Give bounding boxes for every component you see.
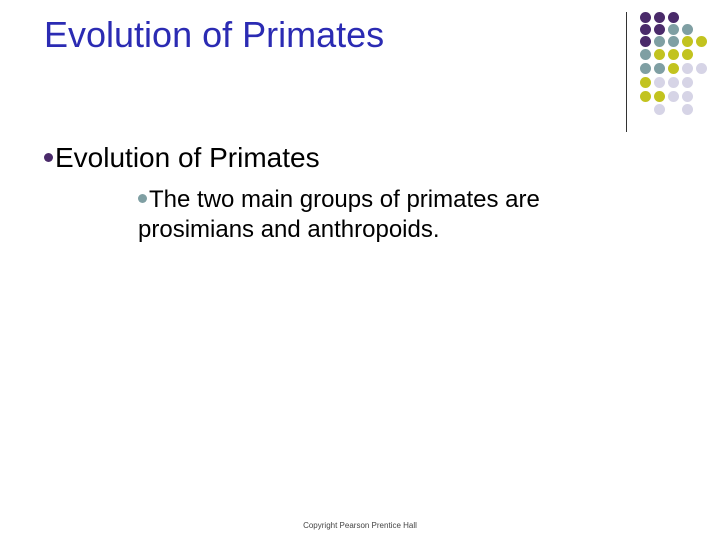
decorative-dot: [682, 104, 693, 115]
decorative-dot: [640, 91, 651, 102]
decorative-dot: [668, 36, 679, 47]
decorative-dot: [682, 63, 693, 74]
decorative-dot: [682, 77, 693, 88]
decorative-dot: [682, 24, 693, 35]
decorative-dot: [696, 36, 707, 47]
decorative-dot: [668, 49, 679, 60]
decorative-dot: [668, 77, 679, 88]
slide-title: Evolution of Primates: [44, 14, 385, 55]
decorative-dot: [682, 49, 693, 60]
decorative-dot: [682, 91, 693, 102]
decorative-dot: [640, 12, 651, 23]
decorative-dot: [668, 91, 679, 102]
decorative-dot: [668, 63, 679, 74]
decorative-dot: [654, 24, 665, 35]
decorative-dot: [696, 63, 707, 74]
divider-line: [626, 12, 627, 132]
decorative-dot: [654, 77, 665, 88]
decorative-dot: [654, 49, 665, 60]
decorative-dot-grid: [0, 0, 720, 140]
decorative-dot: [640, 77, 651, 88]
copyright-footer: Copyright Pearson Prentice Hall: [303, 521, 417, 530]
decorative-dot: [668, 24, 679, 35]
bullet-level-1: [44, 142, 320, 174]
decorative-dot: [654, 36, 665, 47]
decorative-dot: [654, 63, 665, 74]
decorative-dot: [640, 63, 651, 74]
decorative-dot: [654, 104, 665, 115]
decorative-dot: [640, 36, 651, 47]
decorative-dot: [668, 12, 679, 23]
decorative-dot: [640, 24, 651, 35]
bullet-dot-icon: [44, 153, 53, 162]
decorative-dot: [654, 91, 665, 102]
decorative-dot: [640, 49, 651, 60]
bullet-text: The two main groups of primates are prosimians and anthropoids.: [138, 186, 540, 243]
decorative-dot: [682, 36, 693, 47]
bullet-level-2: [138, 185, 608, 245]
decorative-dot: [654, 12, 665, 23]
bullet-text: Evolution of Primates: [55, 142, 320, 173]
bullet-dot-icon: [138, 194, 147, 203]
